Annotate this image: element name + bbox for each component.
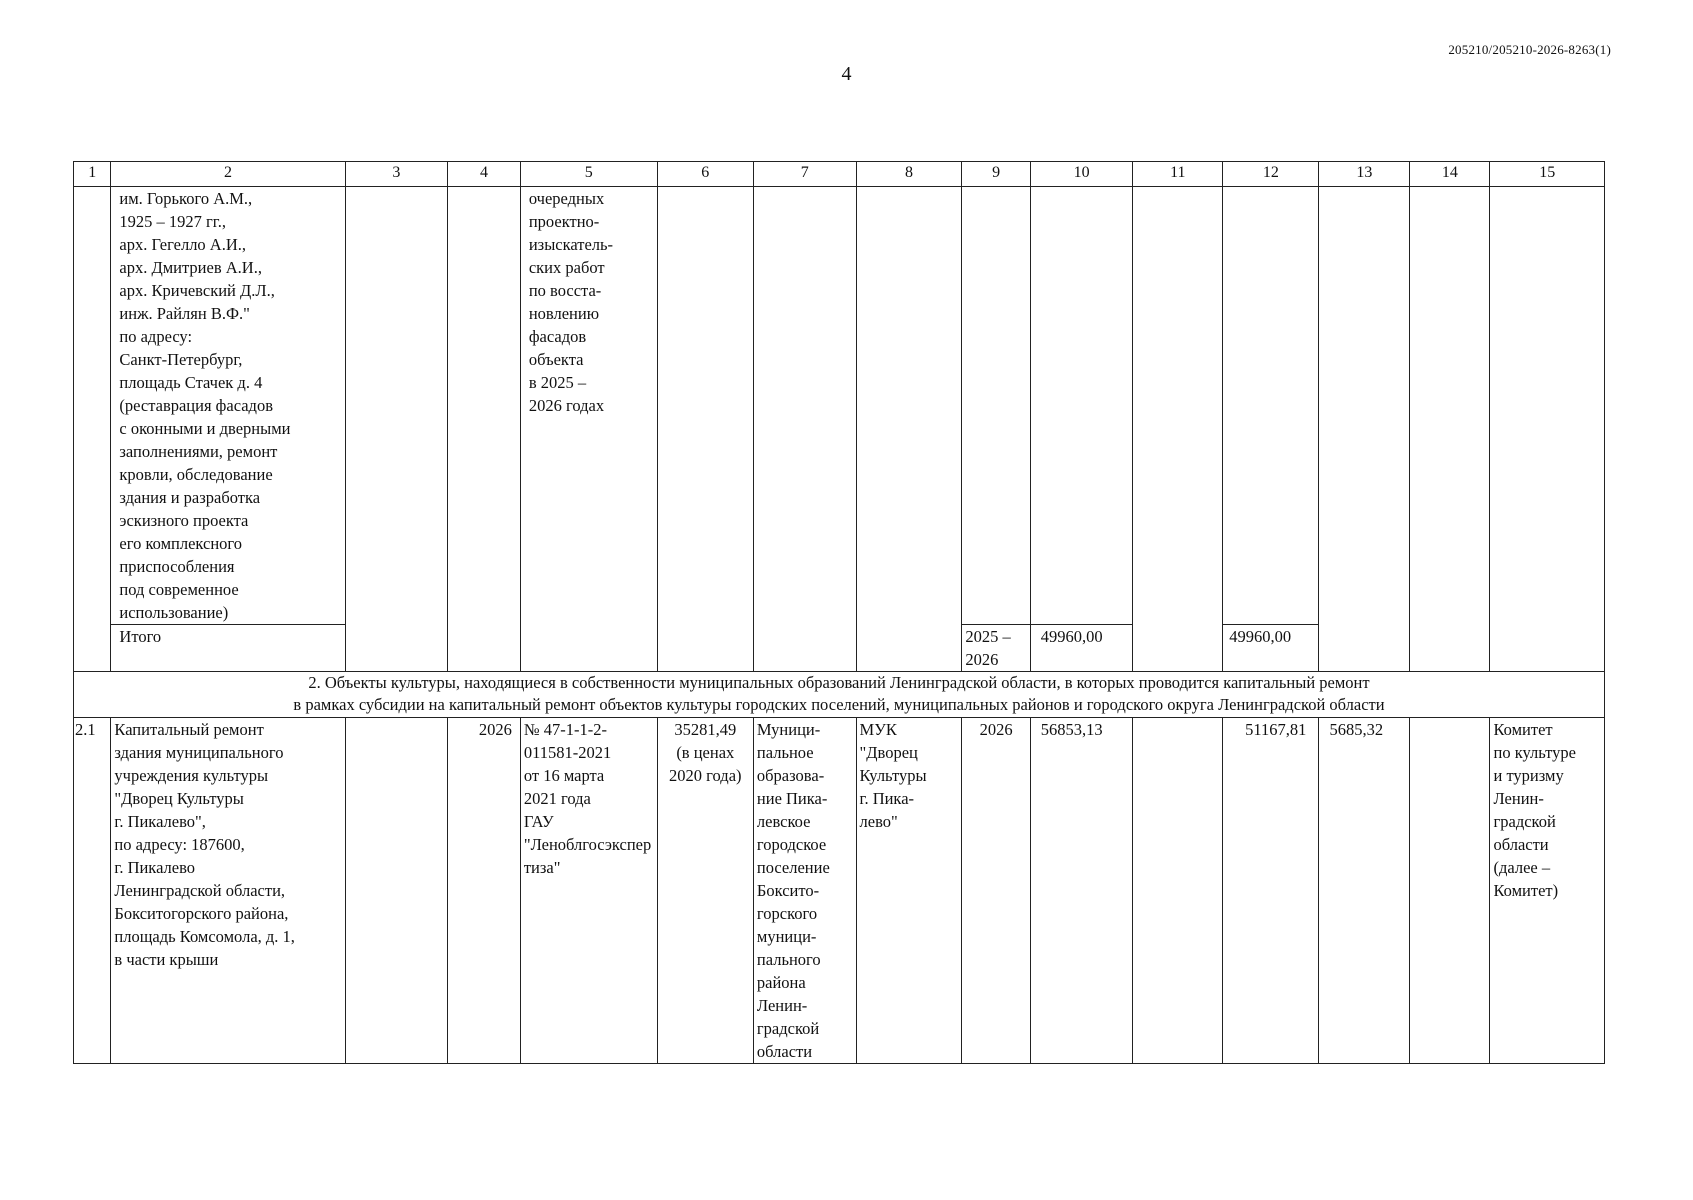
cell [345,718,448,1064]
col-num-3: 3 [345,162,448,187]
col-num-11: 11 [1133,162,1223,187]
document-id: 205210/205210-2026-8263(1) [1448,42,1611,57]
cell [345,625,448,672]
col-num-2: 2 [111,162,345,187]
cell-amount-local: 5685,32 [1319,718,1410,1064]
cell-recipient: МУК "Дворец Культуры г. Пика- лево" [856,718,962,1064]
col-num-5: 5 [520,162,657,187]
table-row-continued [74,187,1605,625]
cell [74,187,111,625]
cell-amount-budget: 51167,81 [1223,718,1319,1064]
col-num-15: 15 [1490,162,1605,187]
cell-documentation: № 47-1-1-2- 011581-2021 от 16 марта 2021 года ГАУ "Леноблгосэкспертиза" [520,718,657,1064]
cell [448,625,521,672]
cell [856,187,962,625]
table-row-2-1 [74,718,1605,1064]
cell [1030,187,1133,625]
cell [1223,187,1319,625]
cell-estimate: 35281,49 (в ценах 2020 года) [657,718,753,1064]
cell-year: 2026 [962,718,1030,1064]
cell [345,187,448,625]
cell-object-description: Капитальный ремонт здания муниципального учреждения культуры "Дворец Культуры г. Пикалево", по адресу: 187600, г. Пикалево Ленинградской области, Бокситогорского района, площадь Комсомола, д. 1, в части крыши [111,718,345,1064]
col-num-6: 6 [657,162,753,187]
cell [657,187,753,625]
cell [74,625,111,672]
total-amount-budget: 49960,00 [1223,625,1319,672]
row-number: 2.1 [74,718,111,1064]
table-row-section-heading [74,672,1605,718]
cell [753,625,856,672]
table-row-total [74,625,1605,672]
col-num-9: 9 [962,162,1030,187]
col-num-7: 7 [753,162,856,187]
cell [1410,625,1490,672]
col-num-8: 8 [856,162,962,187]
cell [1319,625,1410,672]
col-num-14: 14 [1410,162,1490,187]
cell [1133,718,1223,1064]
data-table [73,161,1605,1064]
cell [856,625,962,672]
total-years: 2025 – 2026 [962,625,1030,672]
cell [962,187,1030,625]
cell [753,187,856,625]
total-amount: 49960,00 [1030,625,1133,672]
col-num-13: 13 [1319,162,1410,187]
cell-documentation: очередных проектно- изыскатель- ских работ по восста- новлению фасадов объекта в 2025 – 2026 годах [520,187,657,625]
cell [1319,187,1410,625]
page-number: 4 [841,63,852,85]
cell [1490,625,1605,672]
col-num-10: 10 [1030,162,1133,187]
cell [1490,187,1605,625]
column-number-row [74,162,1605,187]
cell [1410,718,1490,1064]
col-num-4: 4 [448,162,521,187]
cell-amount: 56853,13 [1030,718,1133,1064]
cell [1410,187,1490,625]
cell-year: 2026 [448,718,521,1064]
cell [1133,187,1223,625]
col-num-12: 12 [1223,162,1319,187]
col-num-1: 1 [74,162,111,187]
section-heading: 2. Объекты культуры, находящиеся в собственности муниципальных образований Ленинградской области, в которых проводится капитальный ремонт в рамках субсидии на капитальный ремонт объектов культуры городских поселений, муниципальных районов и городского округа Ленинградской области [74,672,1605,718]
cell [1133,625,1223,672]
total-label: Итого [111,625,345,672]
cell-responsible: Комитет по культуре и туризму Ленин- градской области (далее – Комитет) [1490,718,1605,1064]
cell [657,625,753,672]
cell [448,187,521,625]
cell-object-description: им. Горького А.М., 1925 – 1927 гг., арх. Гегелло А.И., арх. Дмитриев А.И., арх. Кричевский Д.Л., инж. Райлян В.Ф." по адресу: Санкт-Петербург, площадь Стачек д. 4 (реставрация фасадов с оконными и дверными заполнениями, ремонт кровли, обследование здания и разработка эскизного проекта его комплексного приспособления под современное использование) [111,187,345,625]
cell-owner: Муници- пальное образова- ние Пика- левское городское поселение Боксито- горского муници- пального района Ленин- градской области [753,718,856,1064]
cell [520,625,657,672]
